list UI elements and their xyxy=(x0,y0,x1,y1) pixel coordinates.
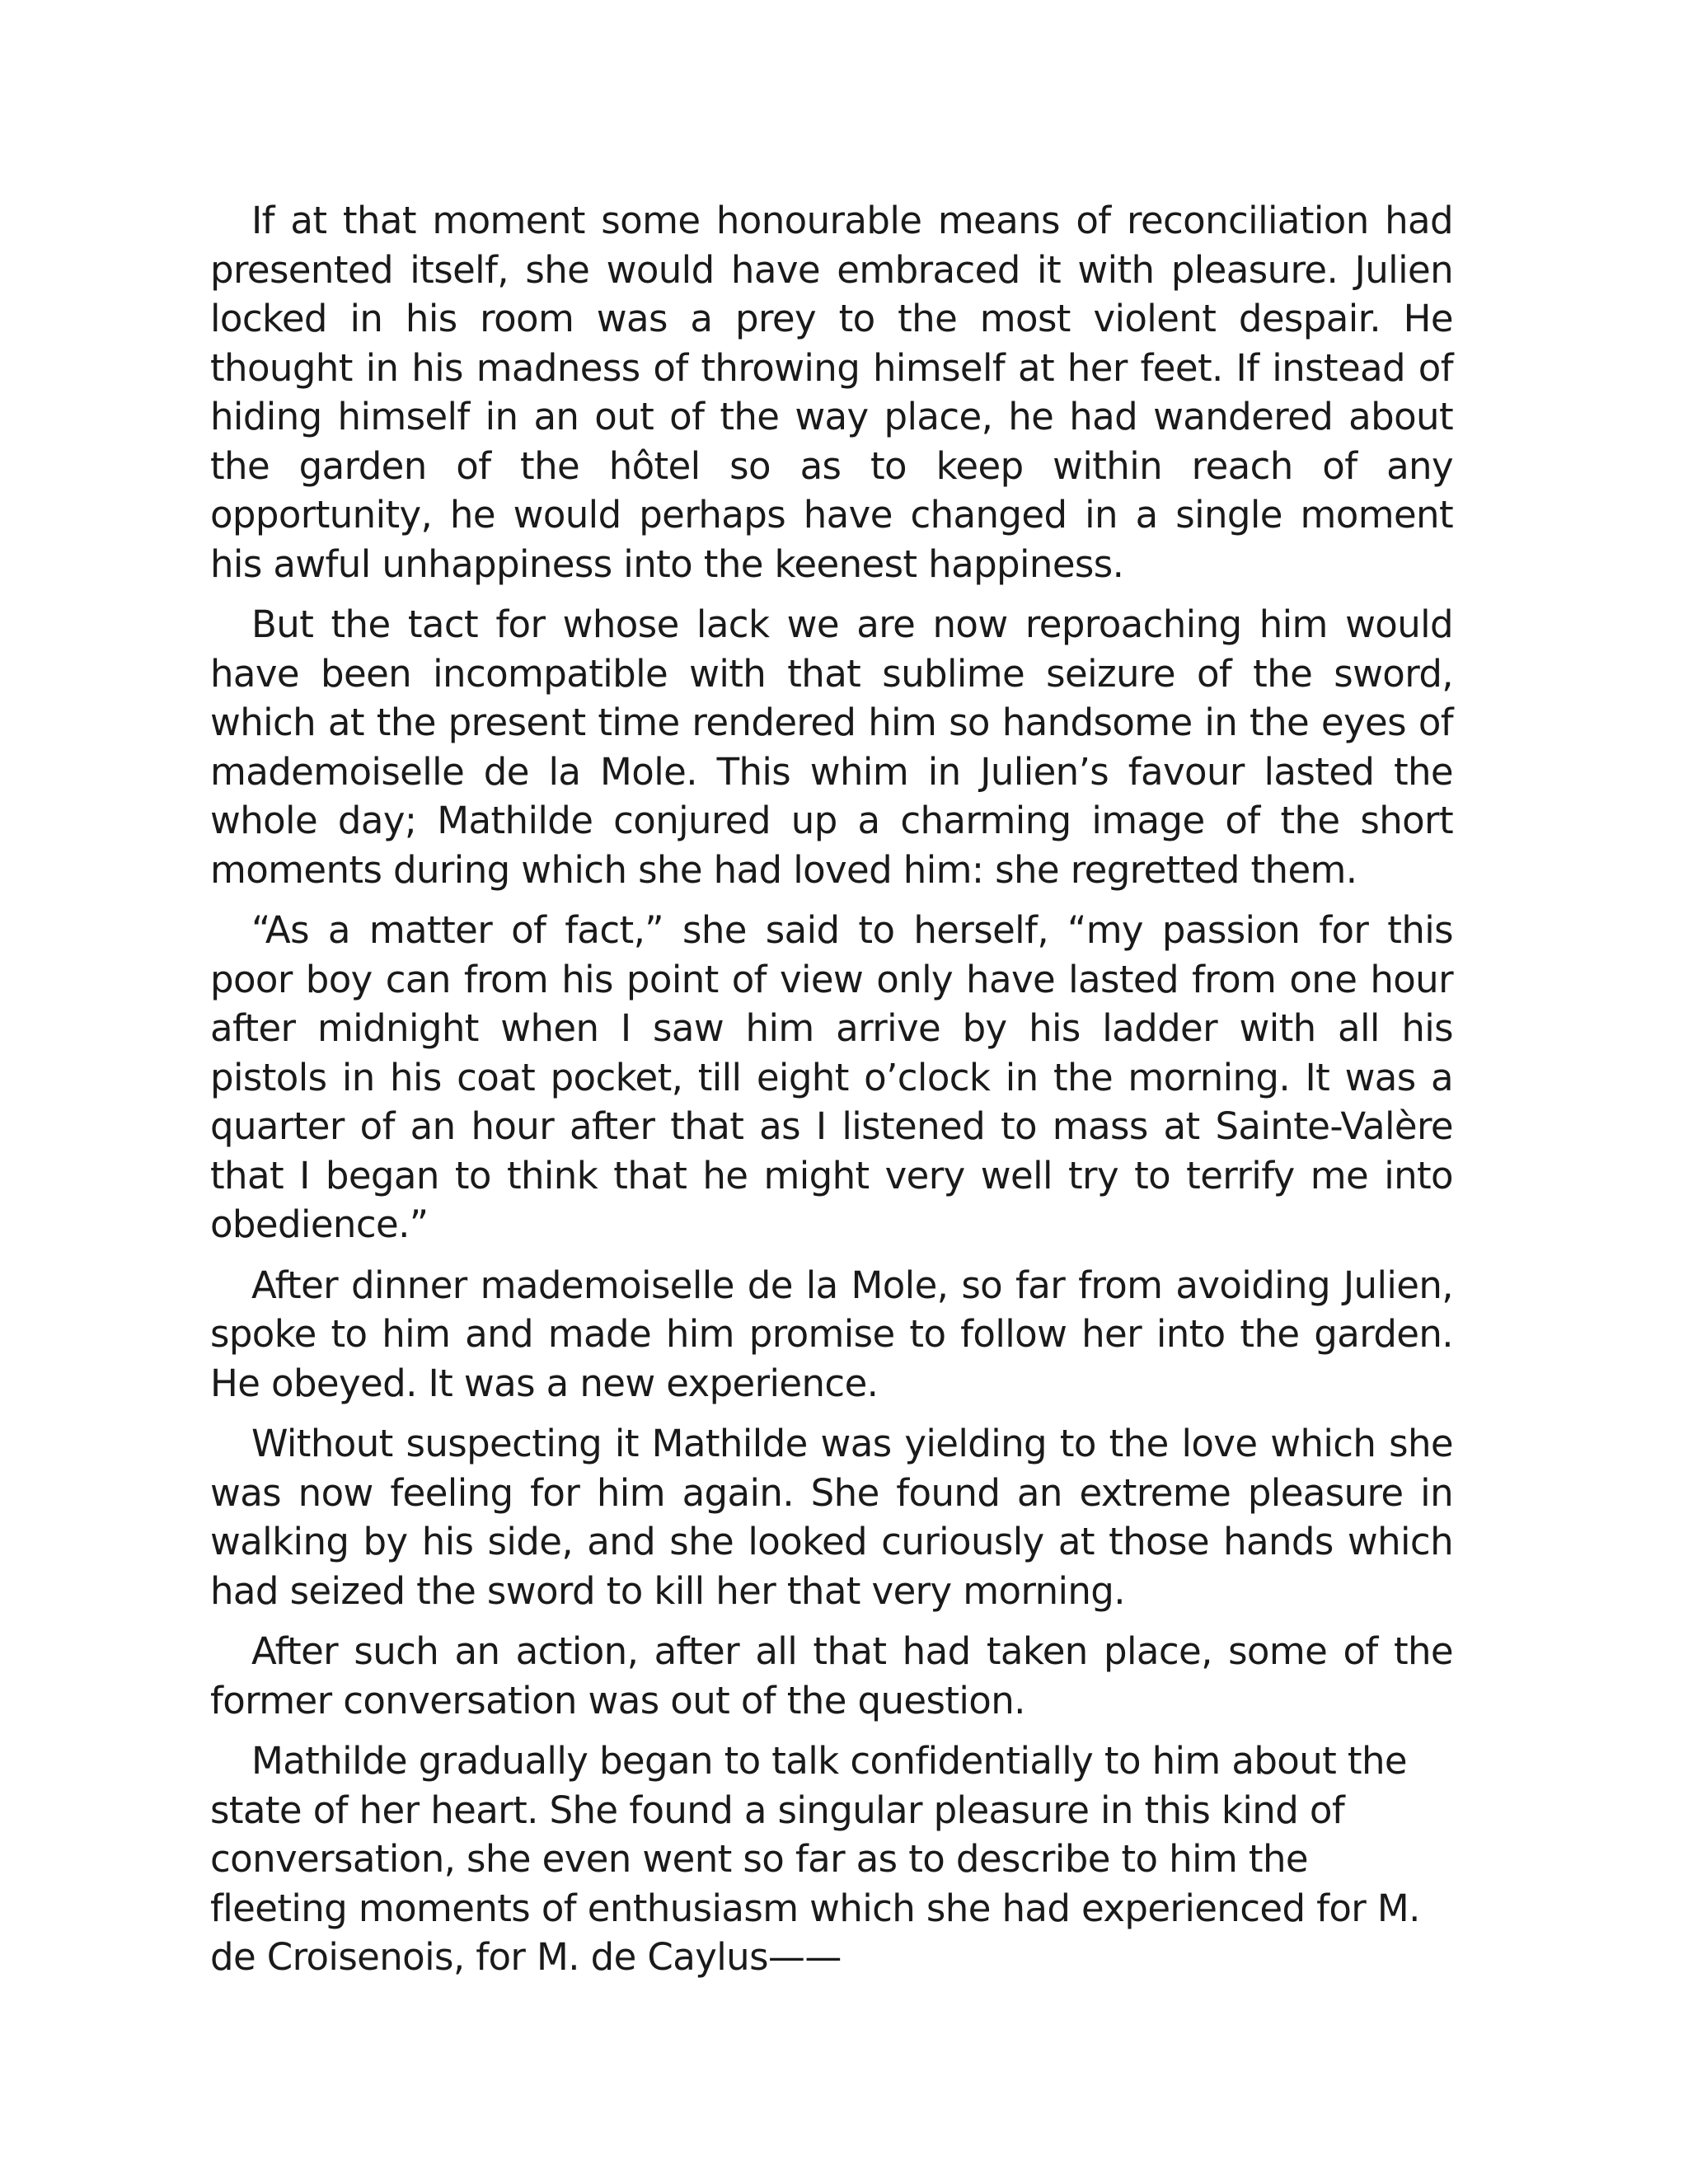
paragraph: After dinner mademoiselle de la Mole, so far from avoiding Julien, spoke to him and made him promise to follow her into the garden. He obeyed. It was a new experience. xyxy=(210,1263,1453,1405)
page-body xyxy=(210,196,1453,1982)
paragraph: If at that moment some honourable means of reconciliation had presented itself, she would have embraced it with pleasure. Julien locked in his room was a prey to the most violent despair. He thought in his madness of throwing himself at her feet. If instead of hiding himself in an out of the way place, he had wandered about the garden of the hôtel so as to keep within reach of any opportunity, he would perhaps have changed in a single moment his awful unhappiness into the keenest happiness. xyxy=(210,199,1453,586)
paragraph: “As a matter of fact,” she said to herself, “my passion for this poor boy can from his point of view only have lasted from one hour after midnight when I saw him arrive by his ladder with all his pistols in his coat pocket, till eight o’clock in the morning. It was a quarter of an hour after that as I listened to mass at Sainte-Valère that I began to think that he might very well try to terrify me into obedience.” xyxy=(210,908,1453,1246)
paragraph: But the tact for whose lack we are now reproaching him would have been incompatible with that sublime seizure of the sword, which at the present time rendered him so handsome in the eyes of mademoiselle de la Mole. This whim in Julien’s favour lasted the whole day; Mathilde conjured up a charming image of the short moments during which she had loved him: she regretted them. xyxy=(210,602,1453,892)
paragraph: Without suspecting it Mathilde was yielding to the love which she was now feeling for him again. She found an extreme pleasure in walking by his side, and she looked curiously at those hands which had seized the sword to kill her that very morning. xyxy=(210,1422,1453,1613)
paragraph: Mathilde gradually began to talk confidentially to him about the state of her heart. She found a singular pleasure in this kind of conversation, she even went so far as to describe to him the fleeting moments of enthusiasm which she had experienced for M. de Croisenois, for M. de Caylus—— xyxy=(210,1739,1420,1979)
paragraph: After such an action, after all that had taken place, some of the former conversation was out of the question. xyxy=(210,1629,1453,1722)
